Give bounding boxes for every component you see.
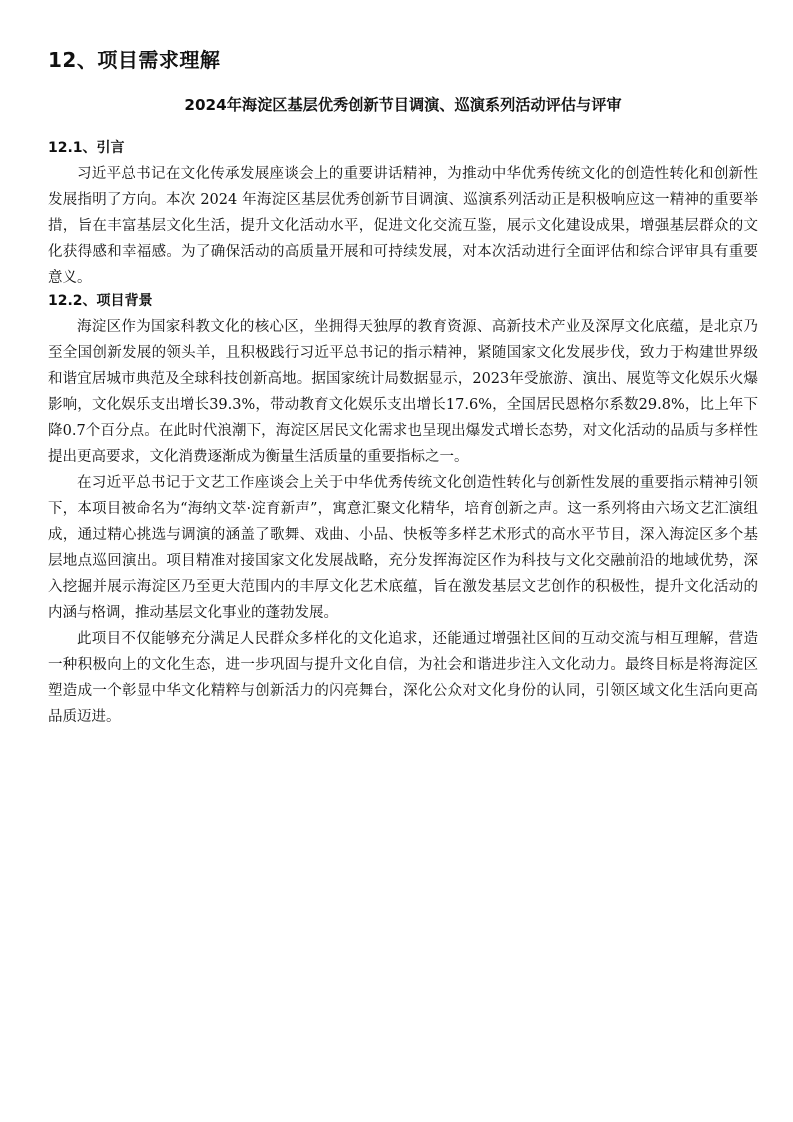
paragraph: 在习近平总书记于文艺工作座谈会上关于中华优秀传统文化创造性转化与创新性发展的重要指示精神引领下，本项目被命名为“海纳文萃·淀育新声”，寓意汇聚文化精华，培育创新之声。这一系列将由六场文艺汇演组成，通过精心挑选与调演的涵盖了歌舞、戏曲、小品、快板等多样艺术形式的高水平节目，深入海淀区多个基层地点巡回演出。项目精准对接国家文化发展战略，充分发挥海淀区作为科技与文化交融前沿的地域优势，深入挖掘并展示海淀区乃至更大范围内的丰厚文化艺术底蕴，旨在激发基层文艺创作的积极性，提升文化活动的内涵与格调，推动基层文化事业的蓬勃发展。 (48, 475, 758, 621)
paragraph: 海淀区作为国家科教文化的核心区，坐拥得天独厚的教育资源、高新技术产业及深厚文化底蕴，是北京乃至全国创新发展的领头羊，且积极践行习近平总书记的指示精神，紧随国家文化发展步伐，致力于构建世界级和谐宜居城市典范及全球科技创新高地。据国家统计局数据显示，2023年受旅游、演出、展览等文化娱乐火爆影响，文化娱乐支出增长39.3%，带动教育文化娱乐支出增长17.6%，全国居民恩格尔系数29.8%，比上年下降0.7个百分点。在此时代浪潮下，海淀区居民文化需求也呈现出爆发式增长态势，对文化活动的品质与多样性提出更高要求，文化消费逐渐成为衡量生活质量的重要指标之一。 (48, 319, 758, 465)
paragraph: 此项目不仅能够充分满足人民群众多样化的文化追求，还能通过增强社区间的互动交流与相互理解，营造一种积极向上的文化生态，进一步巩固与提升文化自信，为社会和谐进步注入文化动力。最终目标是将海淀区塑造成一个彰显中华文化精粹与创新活力的闪亮舞台，深化公众对文化身份的认同，引领区域文化生活向更高品质迈进。 (48, 631, 758, 725)
section-introduction (48, 138, 758, 291)
chapter-title: 12、项目需求理解 (48, 48, 221, 72)
section-heading-background: 12.2、项目背景 (48, 293, 153, 309)
paragraph: 习近平总书记在文化传承发展座谈会上的重要讲话精神，为推动中华优秀传统文化的创造性转化和创新性发展指明了方向。本次 2024 年海淀区基层优秀创新节目调演、巡演系列活动正是积极响应这一精神的重要举措，旨在丰富基层文化生活，提升文化活动水平，促进文化交流互鉴，展示文化建设成果，增强基层群众的文化获得感和幸福感。为了确保活动的高质量开展和可持续发展，对本次活动进行全面评估和综合评审具有重要意义。 (48, 166, 758, 286)
document-page (48, 40, 758, 730)
section-heading-introduction: 12.1、引言 (48, 140, 125, 156)
section-background (48, 291, 758, 730)
document-title: 2024年海淀区基层优秀创新节目调演、巡演系列活动评估与评审 (184, 96, 622, 114)
